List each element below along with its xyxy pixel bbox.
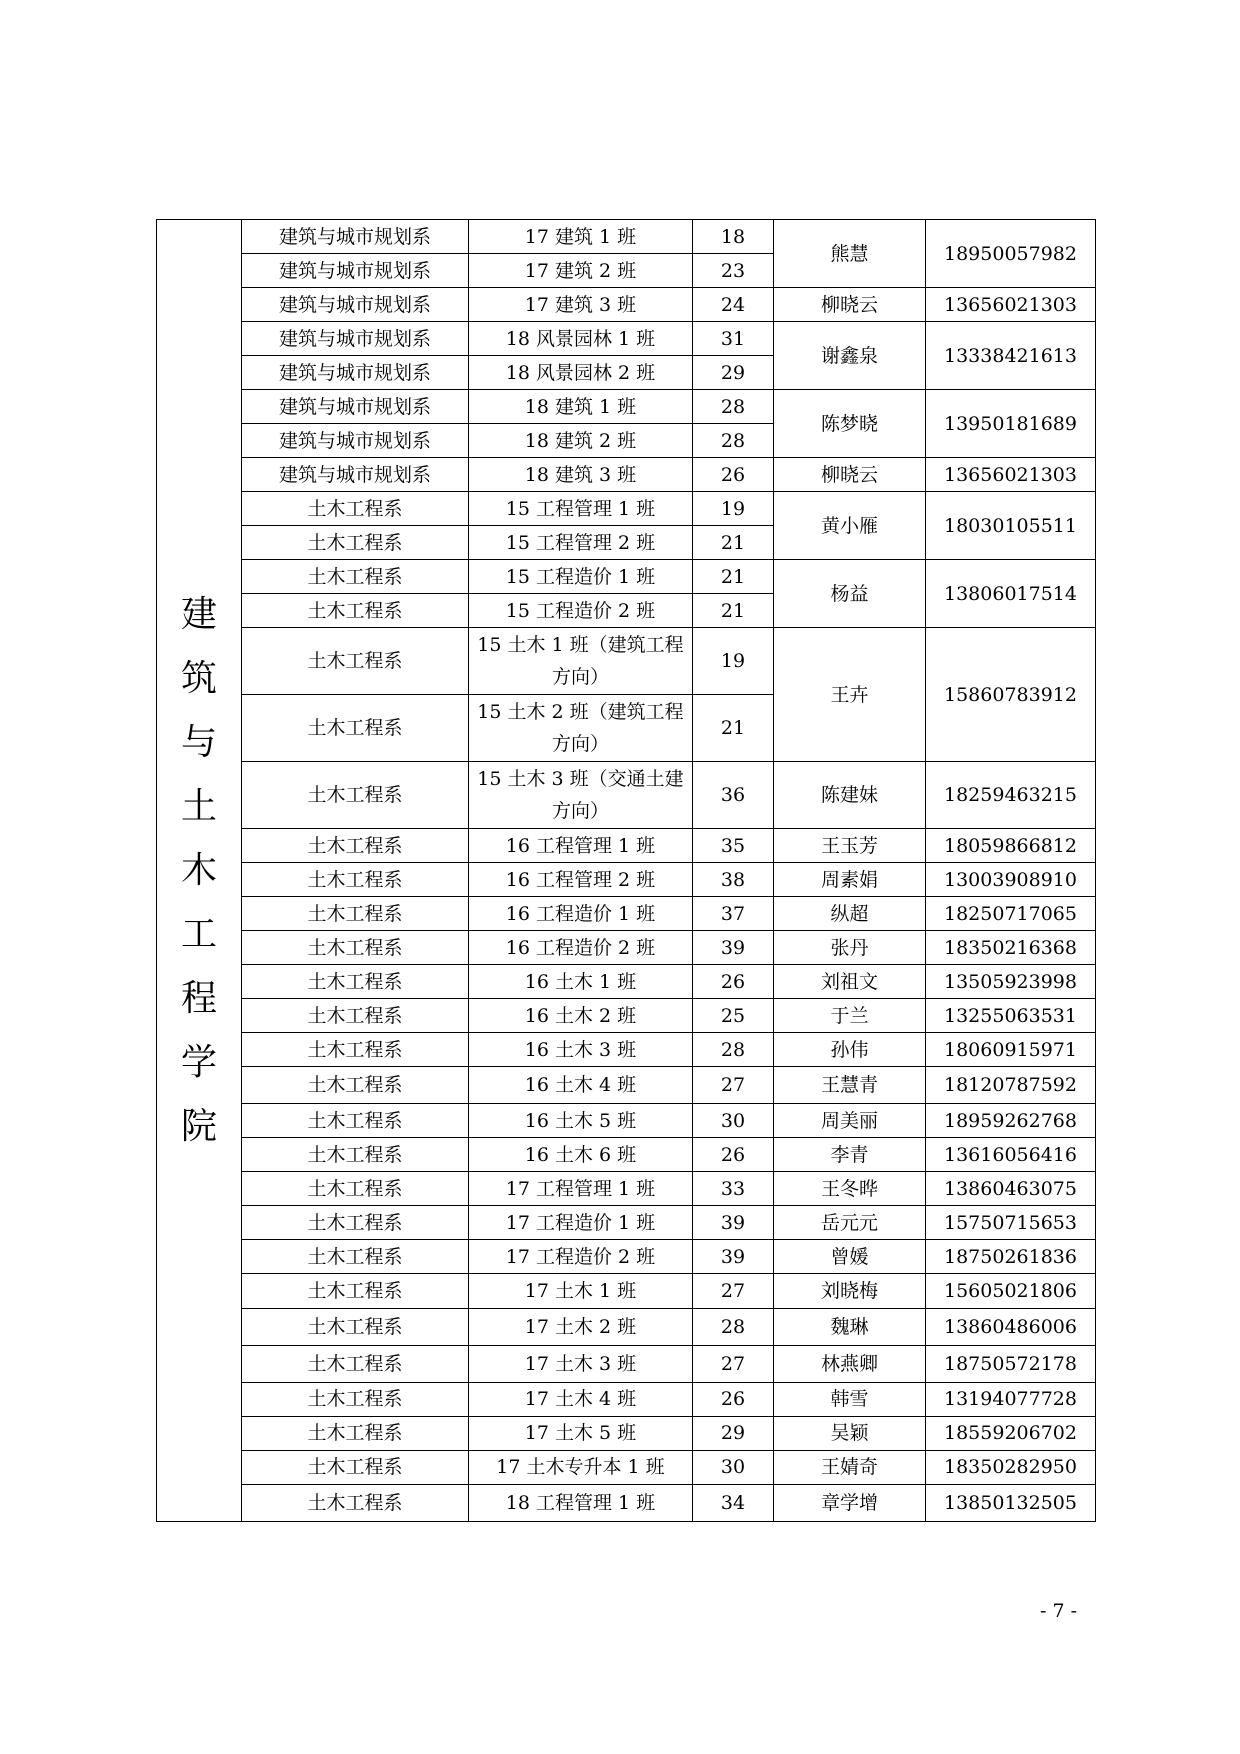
student-count-cell: 39 — [693, 1240, 774, 1274]
class-name-cell: 18 风景园林 2 班 — [469, 356, 693, 390]
advisor-name-cell: 孙伟 — [774, 1033, 926, 1067]
advisor-name-cell: 王冬晔 — [774, 1172, 926, 1206]
table-row — [157, 322, 1096, 356]
class-name-cell: 18 工程管理 1 班 — [469, 1484, 693, 1521]
advisor-name-cell: 于兰 — [774, 999, 926, 1033]
student-count-cell: 21 — [693, 594, 774, 628]
department-cell: 建筑与城市规划系 — [242, 220, 469, 254]
table-row — [157, 628, 1096, 695]
department-cell: 土木工程系 — [242, 1450, 469, 1484]
student-count-cell: 39 — [693, 931, 774, 965]
class-name-cell: 16 工程管理 1 班 — [469, 829, 693, 863]
table-row — [157, 829, 1096, 863]
table-row — [157, 863, 1096, 897]
department-cell: 土木工程系 — [242, 1138, 469, 1172]
department-cell: 土木工程系 — [242, 1206, 469, 1240]
class-name-cell: 18 风景园林 1 班 — [469, 322, 693, 356]
advisor-phone-cell: 18750572178 — [926, 1345, 1096, 1382]
student-count-cell: 21 — [693, 560, 774, 594]
student-count-cell: 26 — [693, 458, 774, 492]
advisor-phone-cell: 18350282950 — [926, 1450, 1096, 1484]
class-name-cell: 17 土木 5 班 — [469, 1416, 693, 1450]
student-count-cell: 28 — [693, 424, 774, 458]
advisor-name-cell: 杨益 — [774, 560, 926, 628]
student-count-cell: 38 — [693, 863, 774, 897]
advisor-name-cell: 刘祖文 — [774, 965, 926, 999]
advisor-name-cell: 谢鑫泉 — [774, 322, 926, 390]
advisor-name-cell: 章学增 — [774, 1484, 926, 1521]
class-name-cell: 17 工程管理 1 班 — [469, 1172, 693, 1206]
table-row — [157, 1416, 1096, 1450]
advisor-phone-cell: 15605021806 — [926, 1274, 1096, 1308]
class-name-cell: 16 工程造价 2 班 — [469, 931, 693, 965]
department-cell: 土木工程系 — [242, 897, 469, 931]
table-row — [157, 1172, 1096, 1206]
class-name-cell: 15 土木 3 班（交通土建方向） — [469, 762, 693, 829]
advisor-name-cell: 王玉芳 — [774, 829, 926, 863]
department-cell: 土木工程系 — [242, 863, 469, 897]
advisor-phone-cell: 13806017514 — [926, 560, 1096, 628]
class-name-cell: 16 土木 2 班 — [469, 999, 693, 1033]
class-name-cell: 16 土木 5 班 — [469, 1104, 693, 1138]
advisor-phone-cell: 18030105511 — [926, 492, 1096, 560]
table-row — [157, 1308, 1096, 1345]
department-cell: 土木工程系 — [242, 1308, 469, 1345]
class-name-cell: 15 工程管理 2 班 — [469, 526, 693, 560]
page-number: - 7 - — [1040, 1600, 1078, 1622]
advisor-name-cell: 陈梦晓 — [774, 390, 926, 458]
table-row — [157, 390, 1096, 424]
advisor-phone-cell: 13850132505 — [926, 1484, 1096, 1521]
table-row — [157, 1067, 1096, 1104]
student-count-cell: 27 — [693, 1067, 774, 1104]
student-count-cell: 28 — [693, 390, 774, 424]
department-cell: 建筑与城市规划系 — [242, 288, 469, 322]
advisor-name-cell: 王卉 — [774, 628, 926, 762]
advisor-name-cell: 柳晓云 — [774, 288, 926, 322]
class-name-cell: 15 土木 1 班（建筑工程方向） — [469, 628, 693, 695]
advisor-name-cell: 黄小雁 — [774, 492, 926, 560]
department-cell: 土木工程系 — [242, 1416, 469, 1450]
class-name-cell: 16 土木 3 班 — [469, 1033, 693, 1067]
advisor-phone-cell: 13860486006 — [926, 1308, 1096, 1345]
table-row — [157, 1345, 1096, 1382]
class-name-cell: 16 工程造价 1 班 — [469, 897, 693, 931]
student-count-cell: 21 — [693, 526, 774, 560]
advisor-phone-cell: 18120787592 — [926, 1067, 1096, 1104]
department-cell: 土木工程系 — [242, 1484, 469, 1521]
table-row — [157, 762, 1096, 829]
student-count-cell: 19 — [693, 628, 774, 695]
department-cell: 建筑与城市规划系 — [242, 322, 469, 356]
department-cell: 土木工程系 — [242, 560, 469, 594]
advisor-phone-cell: 13194077728 — [926, 1382, 1096, 1416]
advisor-phone-cell: 18059866812 — [926, 829, 1096, 863]
student-count-cell: 37 — [693, 897, 774, 931]
advisor-phone-cell: 18950057982 — [926, 220, 1096, 288]
student-count-cell: 23 — [693, 254, 774, 288]
department-cell: 土木工程系 — [242, 1382, 469, 1416]
table-row — [157, 1450, 1096, 1484]
advisor-phone-cell: 18559206702 — [926, 1416, 1096, 1450]
class-roster-table-container — [156, 219, 1095, 1522]
department-cell: 土木工程系 — [242, 931, 469, 965]
advisor-name-cell: 岳元元 — [774, 1206, 926, 1240]
class-name-cell: 18 建筑 3 班 — [469, 458, 693, 492]
table-row — [157, 931, 1096, 965]
advisor-phone-cell: 13656021303 — [926, 458, 1096, 492]
table-row — [157, 897, 1096, 931]
class-name-cell: 15 工程管理 1 班 — [469, 492, 693, 526]
student-count-cell: 26 — [693, 1382, 774, 1416]
student-count-cell: 31 — [693, 322, 774, 356]
advisor-phone-cell: 18350216368 — [926, 931, 1096, 965]
class-name-cell: 16 土木 6 班 — [469, 1138, 693, 1172]
advisor-name-cell: 刘晓梅 — [774, 1274, 926, 1308]
advisor-name-cell: 纵超 — [774, 897, 926, 931]
class-name-cell: 17 土木 2 班 — [469, 1308, 693, 1345]
class-name-cell: 15 土木 2 班（建筑工程方向） — [469, 695, 693, 762]
student-count-cell: 26 — [693, 1138, 774, 1172]
department-cell: 土木工程系 — [242, 762, 469, 829]
student-count-cell: 36 — [693, 762, 774, 829]
class-name-cell: 17 工程造价 1 班 — [469, 1206, 693, 1240]
department-cell: 建筑与城市规划系 — [242, 356, 469, 390]
department-cell: 土木工程系 — [242, 965, 469, 999]
table-row — [157, 999, 1096, 1033]
class-name-cell: 16 土木 1 班 — [469, 965, 693, 999]
department-cell: 建筑与城市规划系 — [242, 254, 469, 288]
table-row — [157, 1138, 1096, 1172]
class-name-cell: 18 建筑 1 班 — [469, 390, 693, 424]
advisor-phone-cell: 18250717065 — [926, 897, 1096, 931]
department-cell: 土木工程系 — [242, 594, 469, 628]
advisor-name-cell: 张丹 — [774, 931, 926, 965]
department-cell: 建筑与城市规划系 — [242, 424, 469, 458]
class-name-cell: 17 建筑 1 班 — [469, 220, 693, 254]
advisor-phone-cell: 13505923998 — [926, 965, 1096, 999]
class-name-cell: 15 工程造价 1 班 — [469, 560, 693, 594]
table-row — [157, 1382, 1096, 1416]
department-cell: 土木工程系 — [242, 829, 469, 863]
table-body — [157, 220, 1096, 1522]
student-count-cell: 18 — [693, 220, 774, 254]
advisor-name-cell: 林燕卿 — [774, 1345, 926, 1382]
table-row — [157, 1104, 1096, 1138]
table-row — [157, 288, 1096, 322]
student-count-cell: 21 — [693, 695, 774, 762]
class-name-cell: 17 土木专升本 1 班 — [469, 1450, 693, 1484]
advisor-phone-cell: 18750261836 — [926, 1240, 1096, 1274]
student-count-cell: 30 — [693, 1104, 774, 1138]
department-cell: 土木工程系 — [242, 1104, 469, 1138]
department-cell: 建筑与城市规划系 — [242, 390, 469, 424]
table-row — [157, 1484, 1096, 1521]
student-count-cell: 33 — [693, 1172, 774, 1206]
table-row — [157, 458, 1096, 492]
advisor-phone-cell: 13255063531 — [926, 999, 1096, 1033]
department-cell: 土木工程系 — [242, 999, 469, 1033]
department-cell: 土木工程系 — [242, 1172, 469, 1206]
advisor-name-cell: 周美丽 — [774, 1104, 926, 1138]
class-name-cell: 18 建筑 2 班 — [469, 424, 693, 458]
table-row — [157, 1206, 1096, 1240]
student-count-cell: 25 — [693, 999, 774, 1033]
student-count-cell: 29 — [693, 1416, 774, 1450]
table-row — [157, 220, 1096, 254]
department-cell: 土木工程系 — [242, 1274, 469, 1308]
advisor-name-cell: 陈建妹 — [774, 762, 926, 829]
student-count-cell: 35 — [693, 829, 774, 863]
student-count-cell: 26 — [693, 965, 774, 999]
class-name-cell: 17 建筑 2 班 — [469, 254, 693, 288]
department-cell: 建筑与城市规划系 — [242, 458, 469, 492]
class-name-cell: 16 工程管理 2 班 — [469, 863, 693, 897]
table-row — [157, 1033, 1096, 1067]
advisor-phone-cell: 18259463215 — [926, 762, 1096, 829]
advisor-name-cell: 熊慧 — [774, 220, 926, 288]
table-row — [157, 560, 1096, 594]
advisor-phone-cell: 15860783912 — [926, 628, 1096, 762]
student-count-cell: 19 — [693, 492, 774, 526]
student-count-cell: 34 — [693, 1484, 774, 1521]
advisor-phone-cell: 15750715653 — [926, 1206, 1096, 1240]
advisor-phone-cell: 13003908910 — [926, 863, 1096, 897]
class-name-cell: 17 土木 4 班 — [469, 1382, 693, 1416]
advisor-name-cell: 柳晓云 — [774, 458, 926, 492]
student-count-cell: 24 — [693, 288, 774, 322]
table-row — [157, 492, 1096, 526]
department-cell: 土木工程系 — [242, 1067, 469, 1104]
table-row — [157, 1274, 1096, 1308]
advisor-name-cell: 韩雪 — [774, 1382, 926, 1416]
table-row — [157, 1240, 1096, 1274]
class-roster-table — [156, 219, 1096, 1522]
department-cell: 土木工程系 — [242, 628, 469, 695]
student-count-cell: 27 — [693, 1345, 774, 1382]
department-cell: 土木工程系 — [242, 695, 469, 762]
department-cell: 土木工程系 — [242, 526, 469, 560]
college-name: 建筑与土木工程学院 — [180, 593, 217, 1147]
advisor-phone-cell: 18060915971 — [926, 1033, 1096, 1067]
department-cell: 土木工程系 — [242, 1345, 469, 1382]
student-count-cell: 28 — [693, 1308, 774, 1345]
class-name-cell: 15 工程造价 2 班 — [469, 594, 693, 628]
class-name-cell: 17 土木 3 班 — [469, 1345, 693, 1382]
advisor-name-cell: 周素娟 — [774, 863, 926, 897]
advisor-name-cell: 曾媛 — [774, 1240, 926, 1274]
advisor-phone-cell: 13950181689 — [926, 390, 1096, 458]
class-name-cell: 17 土木 1 班 — [469, 1274, 693, 1308]
student-count-cell: 39 — [693, 1206, 774, 1240]
advisor-name-cell: 吴颖 — [774, 1416, 926, 1450]
student-count-cell: 29 — [693, 356, 774, 390]
student-count-cell: 27 — [693, 1274, 774, 1308]
advisor-name-cell: 王婧奇 — [774, 1450, 926, 1484]
department-cell: 土木工程系 — [242, 1033, 469, 1067]
department-cell: 土木工程系 — [242, 1240, 469, 1274]
table-row — [157, 965, 1096, 999]
class-name-cell: 17 工程造价 2 班 — [469, 1240, 693, 1274]
advisor-phone-cell: 13616056416 — [926, 1138, 1096, 1172]
advisor-phone-cell: 13656021303 — [926, 288, 1096, 322]
advisor-phone-cell: 13338421613 — [926, 322, 1096, 390]
class-name-cell: 16 土木 4 班 — [469, 1067, 693, 1104]
student-count-cell: 30 — [693, 1450, 774, 1484]
advisor-name-cell: 魏琳 — [774, 1308, 926, 1345]
advisor-phone-cell: 18959262768 — [926, 1104, 1096, 1138]
advisor-name-cell: 王慧青 — [774, 1067, 926, 1104]
class-name-cell: 17 建筑 3 班 — [469, 288, 693, 322]
department-cell: 土木工程系 — [242, 492, 469, 526]
college-name-cell — [157, 220, 242, 1522]
student-count-cell: 28 — [693, 1033, 774, 1067]
advisor-phone-cell: 13860463075 — [926, 1172, 1096, 1206]
advisor-name-cell: 李青 — [774, 1138, 926, 1172]
